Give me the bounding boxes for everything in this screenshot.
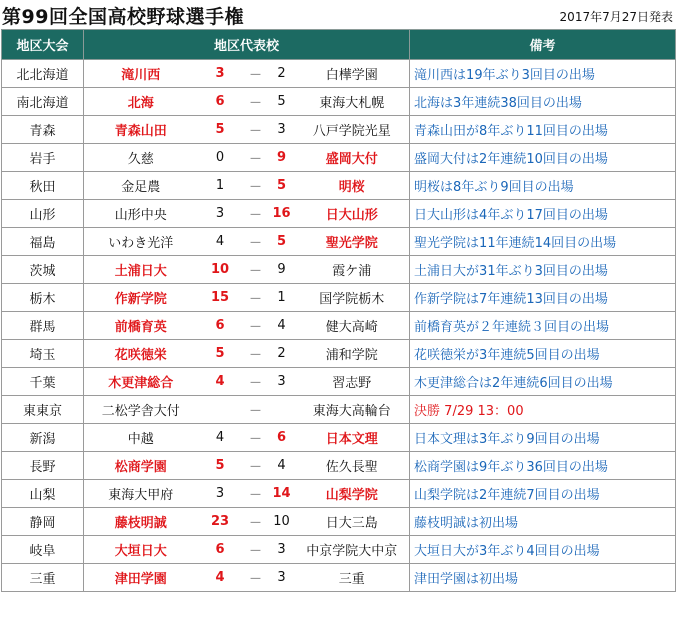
home-score: 5 xyxy=(198,452,243,480)
table-row xyxy=(2,284,676,312)
score-dash: － xyxy=(243,368,269,396)
away-score: 10 xyxy=(269,508,295,536)
home-team: 中越 xyxy=(84,424,198,452)
away-score: 4 xyxy=(269,452,295,480)
region-cell: 東東京 xyxy=(2,396,84,424)
announcement-date: 2017年7月27日発表 xyxy=(559,10,673,24)
away-team: 浦和学院 xyxy=(295,340,410,368)
away-team: 佐久長聖 xyxy=(295,452,410,480)
home-score: 6 xyxy=(198,536,243,564)
region-cell: 岩手 xyxy=(2,144,84,172)
table-row xyxy=(2,172,676,200)
away-score: 14 xyxy=(269,480,295,508)
home-team: 作新学院 xyxy=(84,284,198,312)
score-dash: － xyxy=(243,508,269,536)
away-score: 3 xyxy=(269,116,295,144)
home-team: 青森山田 xyxy=(84,116,198,144)
away-score xyxy=(269,396,295,424)
note-cell: 日大山形は4年ぶり17回目の出場 xyxy=(410,200,676,228)
home-score: 0 xyxy=(198,144,243,172)
away-score: 5 xyxy=(269,172,295,200)
away-team: 白樺学園 xyxy=(295,60,410,88)
home-team: 久慈 xyxy=(84,144,198,172)
away-team: 山梨学院 xyxy=(295,480,410,508)
score-dash: － xyxy=(243,228,269,256)
score-dash: － xyxy=(243,144,269,172)
header-row xyxy=(2,30,676,60)
header-region: 地区大会 xyxy=(2,30,84,60)
region-cell: 栃木 xyxy=(2,284,84,312)
score-dash: － xyxy=(243,172,269,200)
score-dash: － xyxy=(243,88,269,116)
note-cell: 聖光学院は11年連続14回目の出場 xyxy=(410,228,676,256)
score-dash: － xyxy=(243,340,269,368)
score-dash: － xyxy=(243,424,269,452)
table-row xyxy=(2,200,676,228)
header-teams: 地区代表校 xyxy=(84,30,410,60)
table-row xyxy=(2,480,676,508)
table-row xyxy=(2,424,676,452)
note-cell: 盛岡大付は2年連続10回目の出場 xyxy=(410,144,676,172)
table-row xyxy=(2,340,676,368)
region-cell: 三重 xyxy=(2,564,84,592)
away-team: 日大山形 xyxy=(295,200,410,228)
region-cell: 新潟 xyxy=(2,424,84,452)
note-cell: 松商学園は9年ぶり36回目の出場 xyxy=(410,452,676,480)
region-cell: 長野 xyxy=(2,452,84,480)
table-row xyxy=(2,256,676,284)
home-team: 大垣日大 xyxy=(84,536,198,564)
region-cell: 青森 xyxy=(2,116,84,144)
away-score: 1 xyxy=(269,284,295,312)
score-dash: － xyxy=(243,312,269,340)
home-score: 3 xyxy=(198,200,243,228)
away-team: 聖光学院 xyxy=(295,228,410,256)
note-cell: 滝川西は19年ぶり3回目の出場 xyxy=(410,60,676,88)
away-team: 健大高崎 xyxy=(295,312,410,340)
home-team: 前橋育英 xyxy=(84,312,198,340)
table-row xyxy=(2,508,676,536)
note-cell: 土浦日大が31年ぶり3回目の出場 xyxy=(410,256,676,284)
away-team: 東海大高輪台 xyxy=(295,396,410,424)
away-score: 9 xyxy=(269,256,295,284)
home-score: 4 xyxy=(198,424,243,452)
home-score: 4 xyxy=(198,228,243,256)
away-score: 6 xyxy=(269,424,295,452)
home-score: 6 xyxy=(198,88,243,116)
home-team: 山形中央 xyxy=(84,200,198,228)
note-cell: 作新学院は7年連続13回目の出場 xyxy=(410,284,676,312)
home-team: 津田学園 xyxy=(84,564,198,592)
score-dash: － xyxy=(243,452,269,480)
region-cell: 群馬 xyxy=(2,312,84,340)
table-row xyxy=(2,88,676,116)
note-cell: 大垣日大が3年ぶり4回目の出場 xyxy=(410,536,676,564)
table-row xyxy=(2,312,676,340)
note-cell: 木更津総合は2年連続6回目の出場 xyxy=(410,368,676,396)
note-cell: 明桜は8年ぶり9回目の出場 xyxy=(410,172,676,200)
score-dash: － xyxy=(243,564,269,592)
note-cell: 青森山田が8年ぶり11回目の出場 xyxy=(410,116,676,144)
page-title: 第99回全国高校野球選手権 xyxy=(2,6,244,28)
region-cell: 南北海道 xyxy=(2,88,84,116)
home-score: 10 xyxy=(198,256,243,284)
region-cell: 福島 xyxy=(2,228,84,256)
region-cell: 岐阜 xyxy=(2,536,84,564)
table-row xyxy=(2,228,676,256)
table-row xyxy=(2,396,676,424)
score-dash: － xyxy=(243,480,269,508)
note-cell: 山梨学院は2年連続7回目の出場 xyxy=(410,480,676,508)
score-dash: － xyxy=(243,284,269,312)
home-score: 1 xyxy=(198,172,243,200)
region-cell: 山梨 xyxy=(2,480,84,508)
note-cell: 藤枝明誠は初出場 xyxy=(410,508,676,536)
home-team: 松商学園 xyxy=(84,452,198,480)
away-score: 16 xyxy=(269,200,295,228)
results-body xyxy=(2,60,676,592)
home-score: 4 xyxy=(198,368,243,396)
away-score: 3 xyxy=(269,564,295,592)
header-notes: 備考 xyxy=(410,30,676,60)
away-score: 3 xyxy=(269,368,295,396)
table-row xyxy=(2,144,676,172)
home-score: 4 xyxy=(198,564,243,592)
away-score: 5 xyxy=(269,88,295,116)
home-team: 木更津総合 xyxy=(84,368,198,396)
table-row xyxy=(2,452,676,480)
table-row xyxy=(2,536,676,564)
region-cell: 秋田 xyxy=(2,172,84,200)
away-team: 明桜 xyxy=(295,172,410,200)
note-cell: 日本文理は3年ぶり9回目の出場 xyxy=(410,424,676,452)
away-score: 2 xyxy=(269,60,295,88)
note-cell: 北海は3年連続38回目の出場 xyxy=(410,88,676,116)
away-team: 中京学院大中京 xyxy=(295,536,410,564)
region-cell: 北北海道 xyxy=(2,60,84,88)
home-team: 金足農 xyxy=(84,172,198,200)
table-row xyxy=(2,116,676,144)
score-dash: － xyxy=(243,200,269,228)
home-team: 土浦日大 xyxy=(84,256,198,284)
score-dash: － xyxy=(243,256,269,284)
away-team: 八戸学院光星 xyxy=(295,116,410,144)
home-team: 北海 xyxy=(84,88,198,116)
score-dash: － xyxy=(243,60,269,88)
away-team: 三重 xyxy=(295,564,410,592)
note-cell: 前橋育英が２年連続３回目の出場 xyxy=(410,312,676,340)
home-score: 5 xyxy=(198,340,243,368)
away-score: 4 xyxy=(269,312,295,340)
away-team: 盛岡大付 xyxy=(295,144,410,172)
away-team: 日大三島 xyxy=(295,508,410,536)
home-team: 二松学舎大付 xyxy=(84,396,198,424)
away-score: 3 xyxy=(269,536,295,564)
away-team: 霞ケ浦 xyxy=(295,256,410,284)
home-score xyxy=(198,396,243,424)
table-row xyxy=(2,60,676,88)
away-score: 5 xyxy=(269,228,295,256)
away-score: 9 xyxy=(269,144,295,172)
home-score: 5 xyxy=(198,116,243,144)
home-score: 23 xyxy=(198,508,243,536)
home-team: 花咲徳栄 xyxy=(84,340,198,368)
away-team: 日本文理 xyxy=(295,424,410,452)
region-cell: 茨城 xyxy=(2,256,84,284)
home-score: 15 xyxy=(198,284,243,312)
home-team: 藤枝明誠 xyxy=(84,508,198,536)
table-row xyxy=(2,368,676,396)
home-score: 3 xyxy=(198,60,243,88)
note-cell: 花咲徳栄が3年連続5回目の出場 xyxy=(410,340,676,368)
note-cell: 津田学園は初出場 xyxy=(410,564,676,592)
home-team: 滝川西 xyxy=(84,60,198,88)
away-score: 2 xyxy=(269,340,295,368)
score-dash: － xyxy=(243,536,269,564)
away-team: 習志野 xyxy=(295,368,410,396)
region-cell: 山形 xyxy=(2,200,84,228)
away-team: 国学院栃木 xyxy=(295,284,410,312)
region-cell: 埼玉 xyxy=(2,340,84,368)
away-team: 東海大札幌 xyxy=(295,88,410,116)
table-row xyxy=(2,564,676,592)
results-table xyxy=(1,29,676,592)
home-team: いわき光洋 xyxy=(84,228,198,256)
home-team: 東海大甲府 xyxy=(84,480,198,508)
region-cell: 千葉 xyxy=(2,368,84,396)
score-dash: － xyxy=(243,396,269,424)
score-dash: － xyxy=(243,116,269,144)
home-score: 3 xyxy=(198,480,243,508)
region-cell: 静岡 xyxy=(2,508,84,536)
home-score: 6 xyxy=(198,312,243,340)
note-cell: 決勝 7/29 13：00 xyxy=(410,396,676,424)
